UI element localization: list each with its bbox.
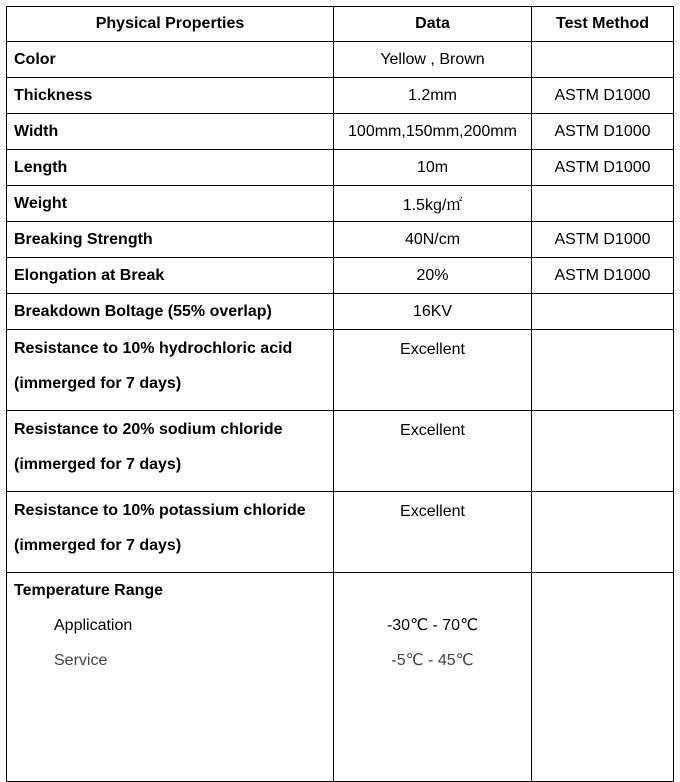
test-method (532, 186, 674, 222)
property-name-line2: (immerged for 7 days) (14, 537, 182, 554)
test-method (532, 411, 674, 492)
property-name-line1: Resistance to 10% hydrochloric acid (14, 340, 293, 357)
property-name-line1: Resistance to 20% sodium chloride (14, 421, 283, 438)
property-value: Yellow , Brown (334, 42, 532, 78)
property-name: Thickness (7, 78, 334, 114)
property-value: 20% (334, 258, 532, 294)
table-header-row (7, 7, 674, 42)
application-value: -30℃ - 70℃ (386, 617, 479, 634)
table-row (7, 150, 674, 186)
table-row (7, 411, 674, 492)
physical-properties-table (6, 6, 674, 782)
property-value: 1.2mm (334, 78, 532, 114)
table-row (7, 186, 674, 222)
test-method (532, 42, 674, 78)
header-physical-properties: Physical Properties (7, 7, 334, 42)
property-name (7, 492, 334, 573)
table-row (7, 114, 674, 150)
property-name-line2: (immerged for 7 days) (14, 456, 182, 473)
property-name: Breaking Strength (7, 222, 334, 258)
property-name-line2: (immerged for 7 days) (14, 375, 182, 392)
service-label: Service (54, 652, 108, 669)
property-value: Excellent (334, 330, 532, 411)
property-name: Width (7, 114, 334, 150)
properties-table-container (6, 6, 673, 672)
test-method (532, 294, 674, 330)
property-name: Color (7, 42, 334, 78)
property-value: 100mm,150mm,200mm (334, 114, 532, 150)
test-method (532, 330, 674, 411)
property-value: 1.5kg/㎡ (334, 186, 532, 222)
header-test-method: Test Method (532, 7, 674, 42)
test-method: ASTM D1000 (532, 258, 674, 294)
property-value: 40N/cm (334, 222, 532, 258)
temperature-values-cell (334, 573, 532, 782)
header-data: Data (334, 7, 532, 42)
property-name: Length (7, 150, 334, 186)
property-name: Breakdown Boltage (55% overlap) (7, 294, 334, 330)
property-name (7, 411, 334, 492)
property-name: Elongation at Break (7, 258, 334, 294)
table-row (7, 222, 674, 258)
property-value: Excellent (334, 411, 532, 492)
test-method: ASTM D1000 (532, 78, 674, 114)
property-name (7, 330, 334, 411)
table-row (7, 258, 674, 294)
property-value: 10m (334, 150, 532, 186)
application-label: Application (54, 617, 133, 634)
temperature-range-title: Temperature Range (14, 582, 164, 599)
table-row (7, 330, 674, 411)
table-row (7, 78, 674, 114)
table-row (7, 294, 674, 330)
property-name: Weight (7, 186, 334, 222)
test-method: ASTM D1000 (532, 150, 674, 186)
table-row (7, 42, 674, 78)
property-value: 16KV (334, 294, 532, 330)
test-method (532, 573, 674, 782)
test-method (532, 492, 674, 573)
table-row (7, 492, 674, 573)
property-name-line1: Resistance to 10% potassium chloride (14, 502, 306, 519)
temperature-range-row (7, 573, 674, 782)
temperature-range-cell (7, 573, 334, 782)
test-method: ASTM D1000 (532, 114, 674, 150)
service-value: -5℃ - 45℃ (391, 652, 474, 669)
test-method: ASTM D1000 (532, 222, 674, 258)
property-value: Excellent (334, 492, 532, 573)
